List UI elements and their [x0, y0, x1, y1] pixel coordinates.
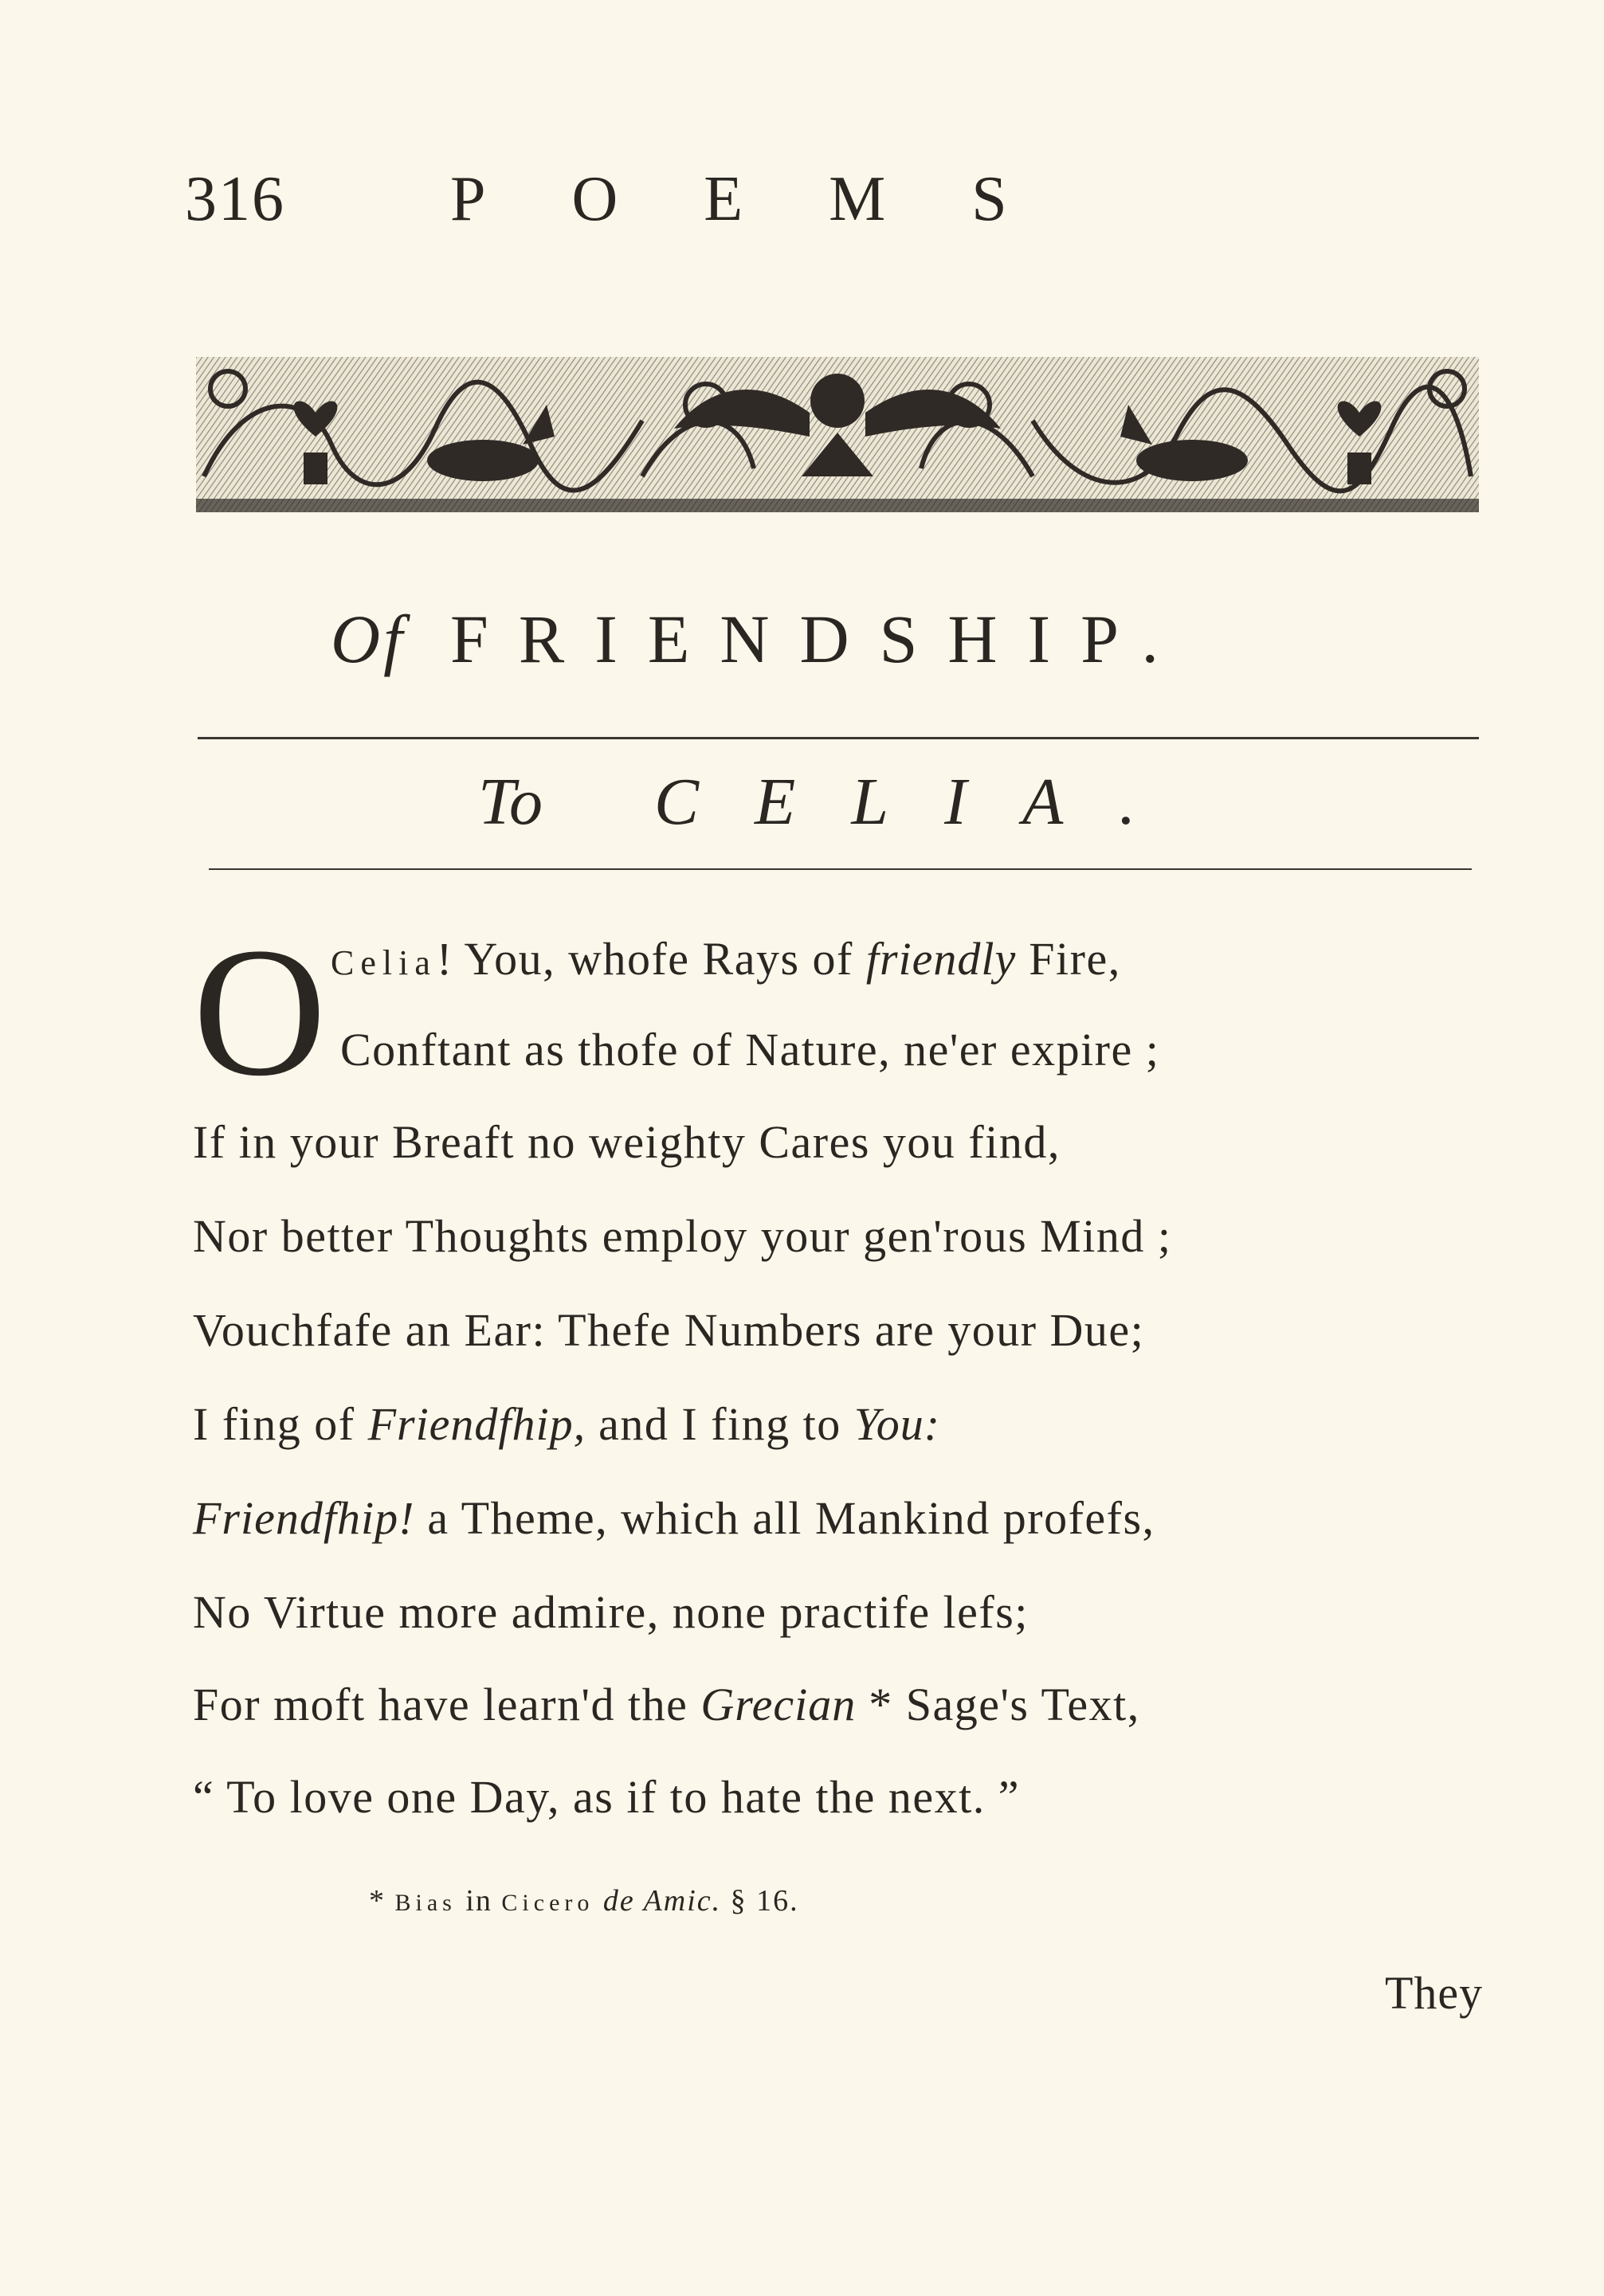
footnote: * Bias in Cicero de Amic. § 16. [369, 1884, 799, 1918]
running-head: POEMS [450, 164, 1093, 234]
poem-line: If in your Breaft no weighty Cares you find, [193, 1116, 1061, 1168]
poem-line: Nor better Thoughts employ your gen'rous Mind ; [193, 1210, 1172, 1262]
dedication-name: CELIA. [654, 765, 1192, 839]
poem-line: No Virtue more admire, none practife lefs; [193, 1586, 1029, 1638]
poem-line: Friendfhip! a Theme, which all Mankind profefs, [193, 1492, 1155, 1544]
woodcut-headpiece-cherub-foxes-icon [196, 357, 1479, 512]
page-number: 316 [185, 164, 285, 234]
poem-dedication [478, 763, 1191, 840]
poem-line: For moft have learn'd the Grecian * Sage's Text, [193, 1679, 1140, 1730]
catchword: They [1385, 1967, 1484, 2019]
title-rule-top [198, 737, 1479, 739]
poem-line: Vouchfafe an Ear: Thefe Numbers are your Due; [193, 1304, 1145, 1356]
title-rule-bottom [209, 868, 1472, 870]
title-prefix: Of [331, 601, 406, 677]
title-main: FRIENDSHIP. [450, 601, 1189, 677]
poem-title [331, 599, 1446, 679]
poem-line: Conftant as thofe of Nature, ne'er expire ; [340, 1024, 1160, 1076]
dedication-prefix: To [478, 765, 543, 839]
drop-cap: O [193, 910, 327, 1115]
poem-line: “ To love one Day, as if to hate the next. ” [193, 1771, 1020, 1823]
poem-line: I fing of Friendfhip, and I fing to You: [193, 1398, 941, 1450]
poem-line: Celia! You, whofe Rays of friendly Fire, [331, 933, 1121, 985]
